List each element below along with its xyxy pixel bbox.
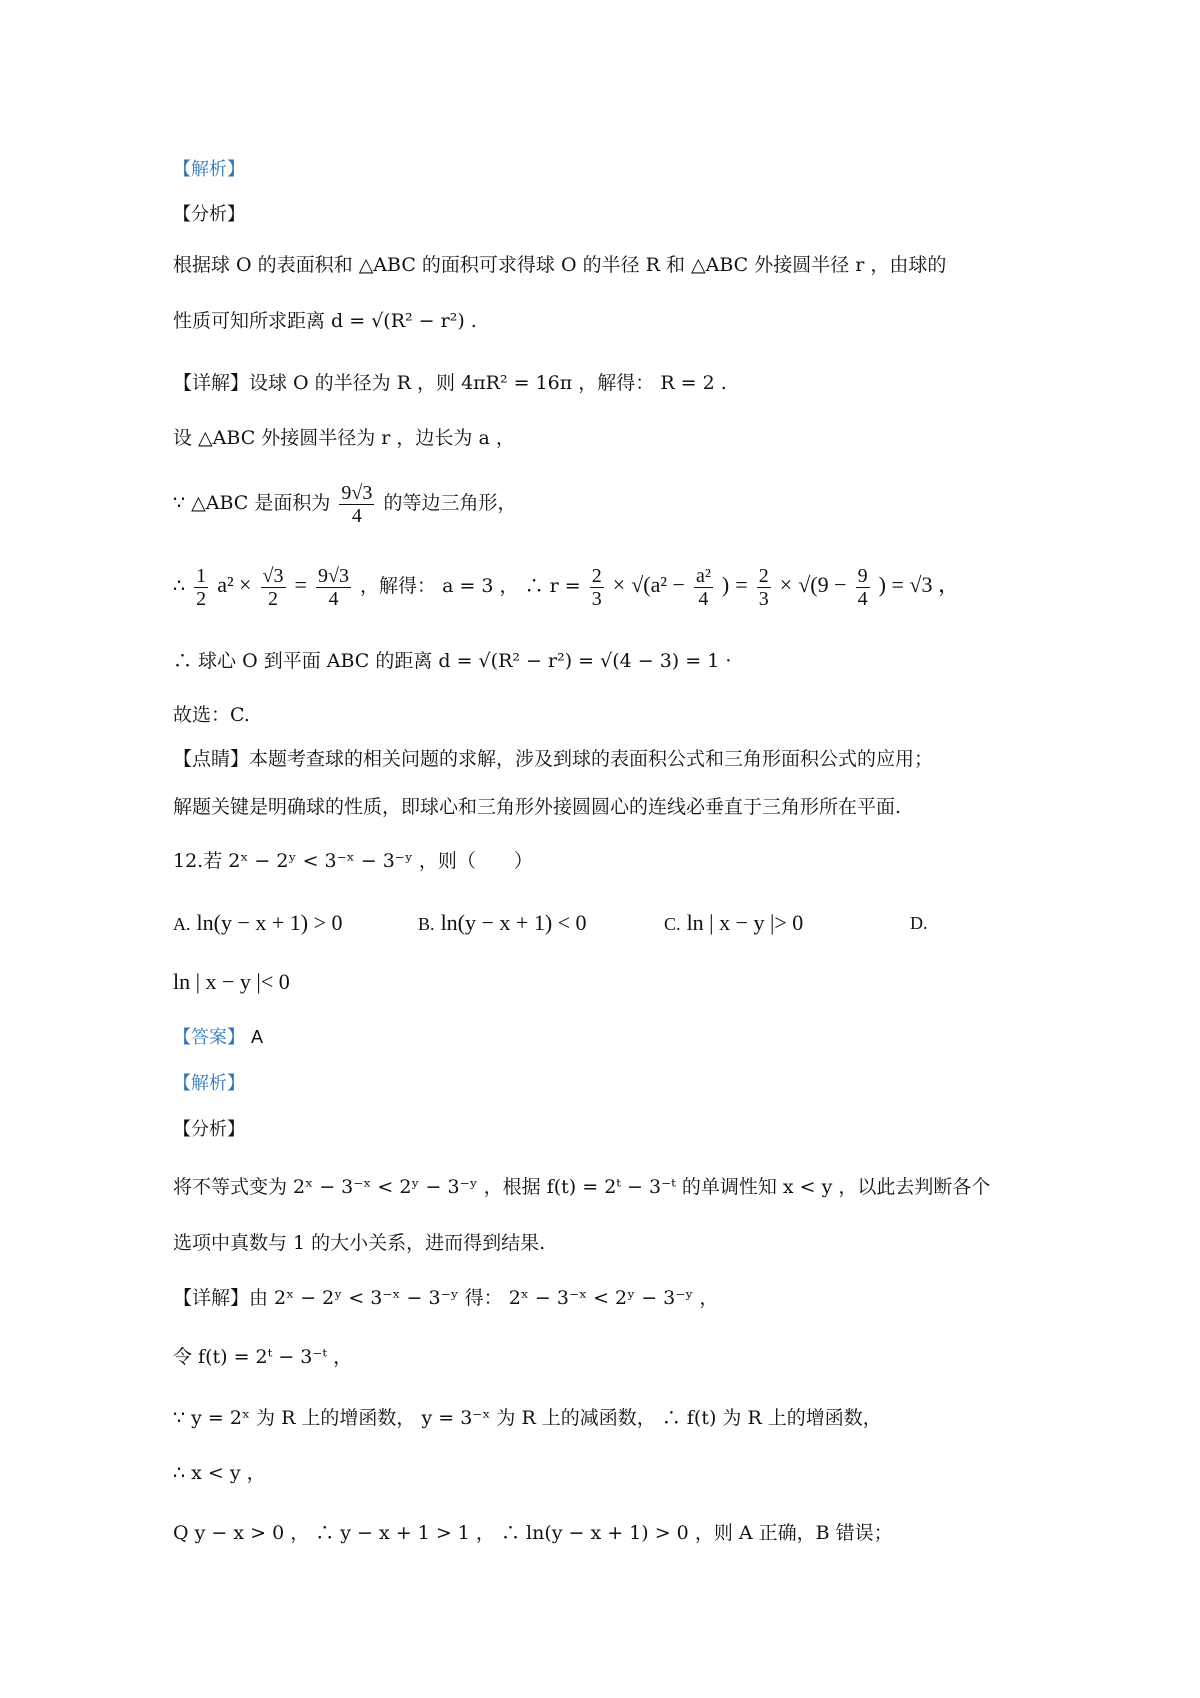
fraction-a2-over-4 [694, 565, 713, 610]
fraction-numerator: 2 [758, 564, 769, 587]
option-text: ln(y − x + 1) < 0 [440, 910, 587, 935]
formula-line [173, 553, 1053, 617]
option-a [173, 908, 343, 939]
sqrt-open: √(9 − [798, 572, 847, 597]
fraction-numerator: 2 [591, 564, 602, 587]
option-label: C. [664, 914, 681, 934]
option-d [910, 908, 928, 938]
fraction-two-thirds-2 [757, 565, 771, 610]
answer-line [173, 1022, 1053, 1052]
fraction-denominator: 4 [328, 587, 339, 610]
fraction-numerator: a² [695, 564, 711, 587]
question-line: 12.若 2ˣ − 2ʸ < 3⁻ˣ − 3⁻ʸ ，则（ ） [173, 850, 533, 872]
option-label: D. [910, 913, 928, 933]
sqrt-close: ) [721, 572, 730, 597]
section-label-analysis: 【解析】 [173, 1073, 245, 1094]
times-sign: × [779, 572, 793, 597]
fraction-two-thirds [590, 565, 604, 610]
option-text: ln(y − x + 1) > 0 [196, 910, 343, 935]
area-line [173, 478, 1053, 528]
option-label: A. [173, 914, 191, 934]
equals-sign: = [294, 572, 307, 597]
answer-value: A [251, 1027, 264, 1047]
option-b [418, 908, 587, 939]
section-label-analysis: 【解析】 [173, 159, 245, 180]
therefore-symbol: ∴ [173, 575, 186, 597]
fraction-numerator: 9√3 [318, 564, 349, 587]
option-label: B. [418, 914, 435, 934]
paragraph-line: 性质可知所求距离 d = √(R² − r²) . [173, 310, 477, 332]
fraction-sqrt3-over-2 [261, 565, 286, 610]
paragraph-line: 选项中真数与 1 的大小关系，进而得到结果. [173, 1232, 546, 1254]
paragraph-line: 令 f(t) = 2ᵗ − 3⁻ᵗ ， [173, 1346, 353, 1368]
paragraph-line: 将不等式变为 2ˣ − 3⁻ˣ < 2ʸ − 3⁻ʸ ，根据 f(t) = 2ᵗ − 3⁻ᵗ 的单调性知 x < y ，以此去判断各个 [173, 1176, 991, 1198]
section-label-outline: 【分析】 [173, 204, 245, 225]
paragraph-line: Q y − x > 0 ， ∴ y − x + 1 > 1 ， ∴ ln(y − x + 1) > 0 ，则 A 正确，B 错误； [173, 1522, 893, 1544]
fraction-numerator: √3 [262, 564, 284, 587]
fraction-denominator: 3 [758, 587, 769, 610]
fraction-nine-quarters [856, 565, 870, 610]
distance-line: ∴ 球心 O 到平面 ABC 的距离 d = √(R² − r²) = √(4 − 3) = 1 · [173, 650, 732, 672]
fraction-denominator: 3 [591, 587, 602, 610]
equals-sign: = [735, 572, 748, 597]
comment-line: 解题关键是明确球的性质，即球心和三角形外接圆圆心的连线必垂直于三角形所在平面. [173, 796, 902, 818]
formula-middle: ，解得： a = 3 ， ∴ r = [360, 575, 581, 597]
fraction-area [339, 482, 374, 527]
section-label-outline: 【分析】 [173, 1119, 245, 1140]
choice-line: 故选：C. [173, 704, 250, 726]
comment-line: 【点睛】本题考查球的相关问题的求解，涉及到球的表面积公式和三角形面积公式的应用； [173, 748, 934, 770]
detail-line: 【详解】由 2ˣ − 2ʸ < 3⁻ˣ − 3⁻ʸ 得： 2ˣ − 3⁻ˣ < 2ʸ − 3⁻ʸ ， [173, 1287, 719, 1309]
math-term: a² × [217, 572, 252, 597]
option-d-text: ln | x − y |< 0 [173, 969, 290, 994]
fraction-denominator: 4 [857, 587, 868, 610]
fraction-area-2 [316, 565, 351, 610]
paragraph-line: 设 △ABC 外接圆半径为 r ，边长为 a ， [173, 427, 515, 449]
fraction-half [194, 565, 208, 610]
option-c [664, 908, 803, 939]
fraction-denominator: 4 [351, 504, 362, 527]
fraction-denominator: 4 [698, 587, 709, 610]
sqrt-open: √(a² − [631, 572, 685, 597]
times-sign: × [612, 572, 626, 597]
fraction-denominator: 2 [196, 587, 207, 610]
detail-line: 【详解】设球 O 的半径为 R ，则 4πR² = 16π ，解得： R = 2 . [173, 372, 727, 394]
fraction-numerator: 9 [857, 564, 868, 587]
option-text: ln | x − y |> 0 [686, 910, 804, 935]
answer-label: 【答案】 [173, 1027, 245, 1048]
paragraph-line: ∵ y = 2ˣ 为 R 上的增函数， y = 3⁻ˣ 为 R 上的减函数， ∴ f(t) 为 R 上的增函数， [173, 1407, 882, 1429]
fraction-numerator: 9√3 [341, 481, 373, 504]
fraction-numerator: 1 [196, 564, 207, 587]
paragraph-line: ∴ x < y ， [173, 1462, 266, 1484]
formula-result: ) = √3 ， [878, 572, 960, 597]
fraction-denominator: 2 [268, 587, 278, 610]
area-line-start: ∵ △ABC 是面积为 [173, 492, 331, 514]
area-line-end: 的等边三角形， [383, 492, 517, 514]
paragraph-line: 根据球 O 的表面积和 △ABC 的面积可求得球 O 的半径 R 和 △ABC 外接圆半径 r ，由球的 [173, 254, 947, 276]
